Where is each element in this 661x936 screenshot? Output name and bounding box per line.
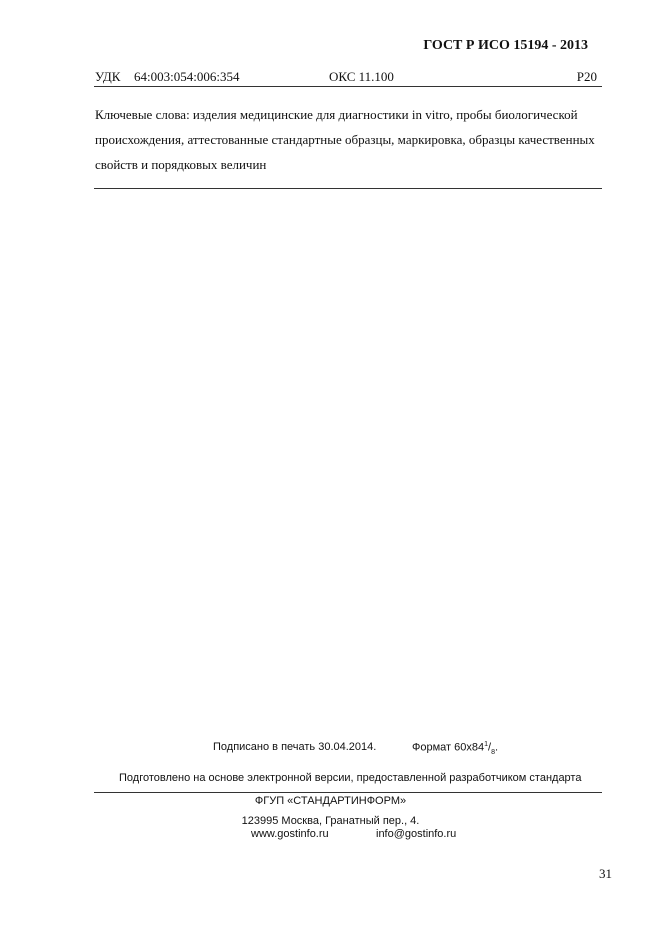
publisher-website: www.gostinfo.ru	[251, 828, 329, 840]
format-suffix: .	[494, 741, 499, 754]
format-denominator: 8	[491, 748, 495, 756]
document-title: ГОСТ Р ИСО 15194 - 2013	[423, 38, 588, 53]
page-number: 31	[599, 866, 612, 881]
publisher-email: info@gostinfo.ru	[376, 828, 457, 840]
group-code: Р20	[576, 69, 597, 84]
udk-label: УДК	[95, 69, 121, 84]
oks-code: ОКС 11.100	[329, 69, 394, 84]
udk-code: 64:003:054:006:354	[134, 69, 240, 84]
signed-for-print: Подписано в печать 30.04.2014.	[213, 741, 377, 753]
publisher-name: ФГУП «СТАНДАРТИНФОРМ»	[254, 795, 407, 807]
keywords-paragraph: Ключевые слова: изделия медицинские для диагностики in vitro, пробы биологической происхождения, аттестованные стандартные образцы, маркировка, образцы качественных свойств и порядковых величин	[95, 107, 595, 172]
prepared-note: Подготовлено на основе электронной версии, предоставленной разработчиком стандарта	[119, 772, 582, 784]
publisher-divider	[94, 792, 602, 793]
classification-divider	[94, 86, 602, 87]
keywords-divider	[94, 188, 602, 189]
publisher-address: 123995 Москва, Гранатный пер., 4.	[241, 815, 420, 827]
format-prefix: Формат 60х84	[412, 741, 485, 754]
format-numerator: 1	[484, 741, 489, 748]
paper-format: Формат $60х84^1/_8$.	[412, 741, 499, 756]
classification-row	[95, 69, 597, 85]
